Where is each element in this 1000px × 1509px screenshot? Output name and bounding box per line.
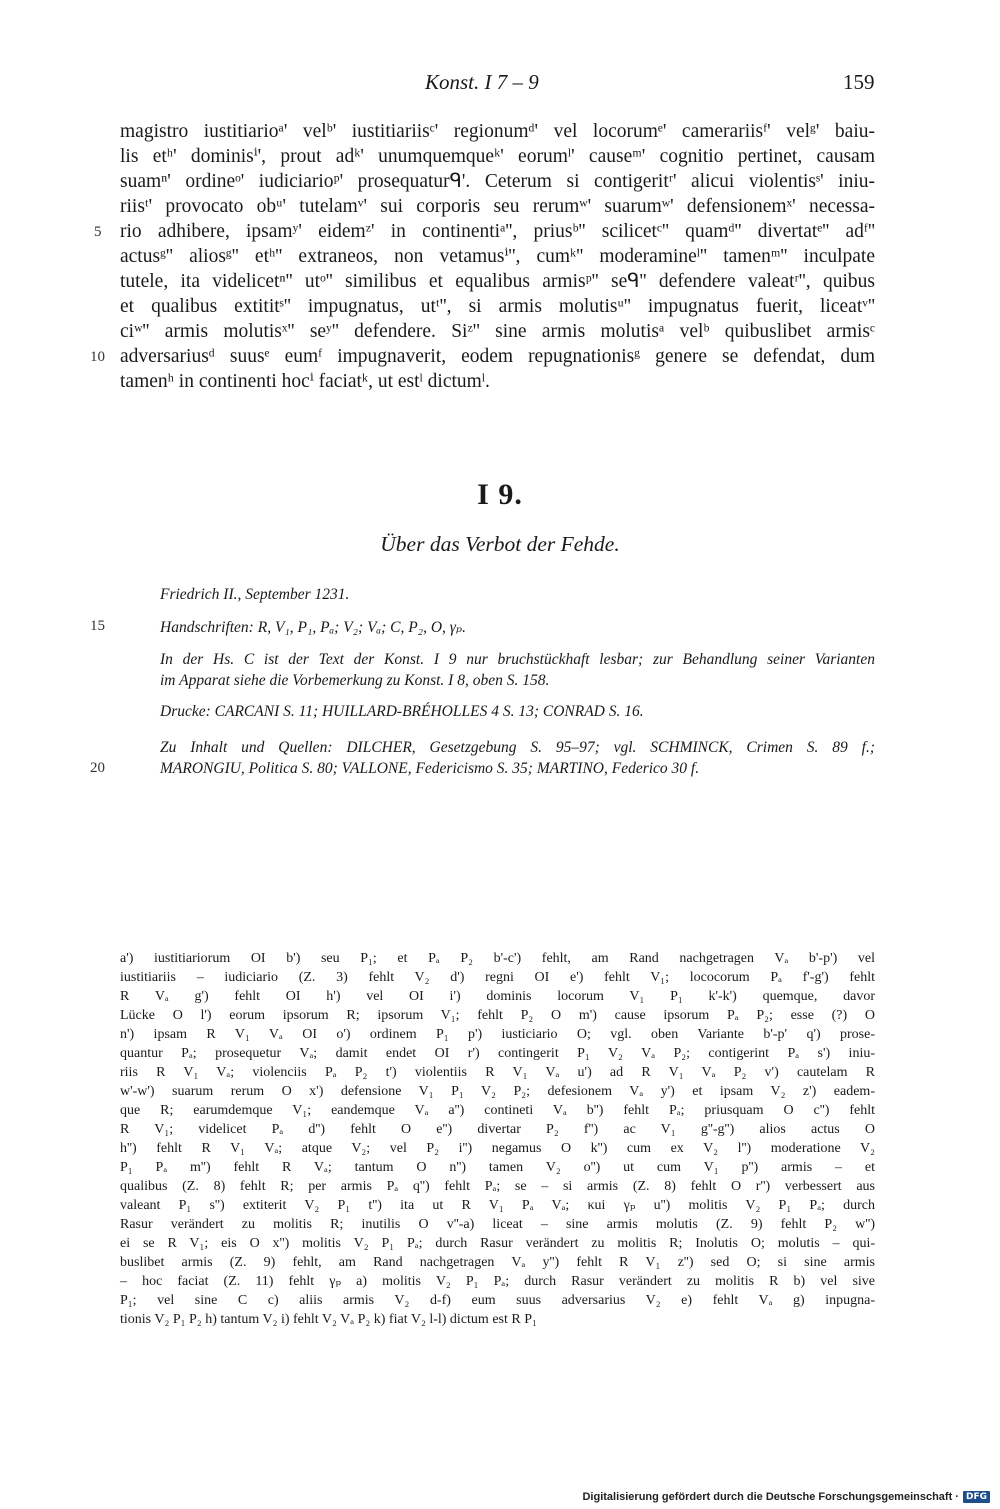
dfg-logo: DFG — [963, 1491, 990, 1503]
running-header-title: Konst. I 7 – 9 — [425, 70, 539, 94]
sources-line: Zu Inhalt und Quellen: DILCHER, Gesetzgebung S. 95–97; vgl. SCHMINCK, Crimen S. 89 f.; — [160, 739, 875, 756]
page-number: 159 — [843, 70, 875, 94]
body-line: riisᵗ' provocato obᵘ' tutelamᵛ' sui corporis seu rerumʷ' suarumʷ' defensionemˣ' necessa- — [120, 196, 875, 217]
body-line: adversariusᵈ suusᵉ eumᶠ impugnaverit, eodem repugnationisᵍ genere se defendat, dum — [120, 346, 875, 367]
manuscript-note-line: In der Hs. C ist der Text der Konst. I 9 nur bruchstückhaft lesbar; zur Behandlung seiner Varianten — [160, 651, 875, 668]
footnote-line: valeant P₁ s'') extiterit V₂ P₁ t'') ita ut R V₁ Pₐ Vₐ; κui γₚ u'') molitis V₂ P₁ Pₐ; durch — [120, 1198, 875, 1213]
sources-line: MARONGIU, Politica S. 80; VALLONE, Federicismo S. 35; MARTINO, Federico 30 f. — [160, 760, 700, 777]
footnote-line: que R; earumdemque V₁; eandemque Vₐ a'') contineti Vₐ b'') fehlt Pₐ; priusquam O c'') fehlt — [120, 1103, 875, 1118]
body-line: suamⁿ' ordineᵒ' iudiciarioᵖ' prosequaturᑫ'. Ceterum si contigeritʳ' alicui violentisˢ' iniu- — [120, 171, 875, 192]
section-number: I 9. — [477, 478, 523, 511]
footnote-line: a') iustitiariorum OI b') seu P₁; et Pₐ P₂ b'-c') fehlt, am Rand nachgetragen Vₐ b'-p') vel — [120, 951, 875, 966]
body-line: lis etʰ' dominisⁱ', prout adᵏ' unumquemqueᵏ' eorumˡ' causeᵐ' cognitio pertinet, causam — [120, 146, 875, 167]
body-line: actusᵍ'' aliosᵍ'' etʰ'' extraneos, non vetamusⁱ'', cumᵏ'' moderamineˡ'' tamenᵐ'' inculpate — [120, 246, 875, 267]
footnote-line: P₁ Pₐ m'') fehlt R Vₐ; tantum O n'') tamen V₂ o'') ut cum V₁ p'') armis – et — [120, 1160, 875, 1175]
manuscript-note-line: im Apparat siehe die Vorbemerkung zu Konst. I 8, oben S. 158. — [160, 672, 550, 689]
footnote-line: buslibet armis (Z. 9) fehlt, am Rand nachgetragen Vₐ y'') fehlt R V₁ z'') sed O; si sine armis — [120, 1255, 875, 1270]
line-number-20: 20 — [90, 760, 105, 776]
footnote-line: Lücke O l') eorum ipsorum R; ipsorum V₁; fehlt P₂ O m') cause ipsorum Pₐ P₂; esse (?) O — [120, 1008, 875, 1023]
prints-line: Drucke: CARCANI S. 11; HUILLARD-BRÉHOLLES 4 S. 13; CONRAD S. 16. — [160, 703, 644, 720]
section-title: Über das Verbot der Fehde. — [380, 532, 620, 556]
body-line: et qualibus extititˢ'' impugnatus, utᵗ'', si armis molutisᵘ'' impugnatus fuerit, liceatᵛ'' — [120, 296, 875, 317]
footnote-line: Rasur verändert zu molitis R; inutilis O v''-a) liceat – sine armis molutis (Z. 9) fehlt P₂ w'') — [120, 1217, 875, 1232]
line-number-15: 15 — [90, 618, 105, 634]
line-number-10: 10 — [90, 349, 105, 365]
body-line: tamenʰ in continenti hocⁱ faciatᵏ, ut estˡ dictumˡ. — [120, 371, 490, 392]
body-line: magistro iustitiarioᵃ' velᵇ' iustitiariisᶜ' regionumᵈ' vel locorumᵉ' camerariisᶠ' velᵍ' baiu- — [120, 121, 875, 142]
manuscripts-line: Handschriften: R, V₁, P₁, Pₐ; V₂; Vₐ; C, P₂, O, γₚ. — [160, 619, 466, 636]
footnote-line: iustitiariis – iudiciario (Z. 3) fehlt V₂ d') regni OI e') fehlt V₁; lococorum Pₐ f'-g') fehlt — [120, 970, 875, 985]
footnote-line: R Vₐ g') fehlt OI h') vel OI i') dominis locorum V₁ P₁ k'-k') quemque, davor — [120, 989, 875, 1004]
footnote-line: n') ipsam R V₁ Vₐ OI o') ordinem P₁ p') iusticiario O; vgl. oben Variante b'-p' q') prose- — [120, 1027, 875, 1042]
edict-date: Friedrich II., September 1231. — [160, 586, 350, 603]
footnote-line: riis R V₁ Vₐ; violenciis Pₐ P₂ t') violentiis R V₁ Vₐ u') ad R V₁ Vₐ P₂ v') cautelam R — [120, 1065, 875, 1080]
credit-text: Digitalisierung gefördert durch die Deutsche Forschungsgemeinschaft · — [582, 1491, 959, 1503]
body-line: ciʷ'' armis molutisˣ'' seʸ'' defendere. Siᶻ'' sine armis molutisᵃ velᵇ quibuslibet armisᶜ — [120, 321, 875, 342]
body-line: rio adhibere, ipsamʸ' eidemᶻ' in continentiᵃ'', priusᵇ'' scilicetᶜ'' quamᵈ'' divertatᵉ'' adᶠ'' — [120, 221, 875, 242]
footnote-line: w'-w') suarum rerum O x') defensione V₁ P₁ V₂ P₂; defesionem Vₐ y') et ipsam V₂ z') eadem- — [120, 1084, 875, 1099]
line-number-5: 5 — [94, 224, 102, 240]
footnote-line: – hoc faciat (Z. 11) fehlt γₚ a) molitis V₂ P₁ Pₐ; durch Rasur verändert zu molitis R b) vel sive — [120, 1274, 875, 1289]
digitization-credit — [582, 1491, 990, 1503]
body-line: tutele, ita videlicetⁿ'' utᵒ'' similibus et equalibus armisᵖ'' seᑫ'' defendere valeatʳ'', quibus — [120, 271, 875, 292]
footnote-line: quantur Pₐ; prosequetur Vₐ; damit endet OI r') contingerit P₁ V₂ Vₐ P₂; contigerint Pₐ s') iniu- — [120, 1046, 875, 1061]
footnote-line: P₁; vel sine C c) aliis armis V₂ d-f) eum suus adversarius V₂ e) fehlt Vₐ g) inpugna- — [120, 1293, 875, 1308]
footnote-line: R V₁; videlicet Pₐ d'') fehlt O e'') divertar P₂ f'') ac V₁ g''-g'') alios actus O — [120, 1122, 875, 1137]
footnote-line: ei se R V₁; eis O x'') molitis V₂ P₁ Pₐ; durch Rasur verändert zu molitis R; Inolutis O; molutis – qui- — [120, 1236, 875, 1251]
footnote-line: tionis V₂ P₁ P₂ h) tantum V₂ i) fehlt V₂ Vₐ P₂ k) fiat V₂ l-l) dictum est R P₁ — [120, 1312, 537, 1327]
footnote-line: h'') fehlt R V₁ Vₐ; atque V₂; vel P₂ i'') negamus O k'') cum ex V₂ l'') moderatione V₂ — [120, 1141, 875, 1156]
footnote-line: qualibus (Z. 8) fehlt R; per armis Pₐ q'') fehlt Pₐ; se – si armis (Z. 8) fehlt O r'') verbessert aus — [120, 1179, 875, 1194]
